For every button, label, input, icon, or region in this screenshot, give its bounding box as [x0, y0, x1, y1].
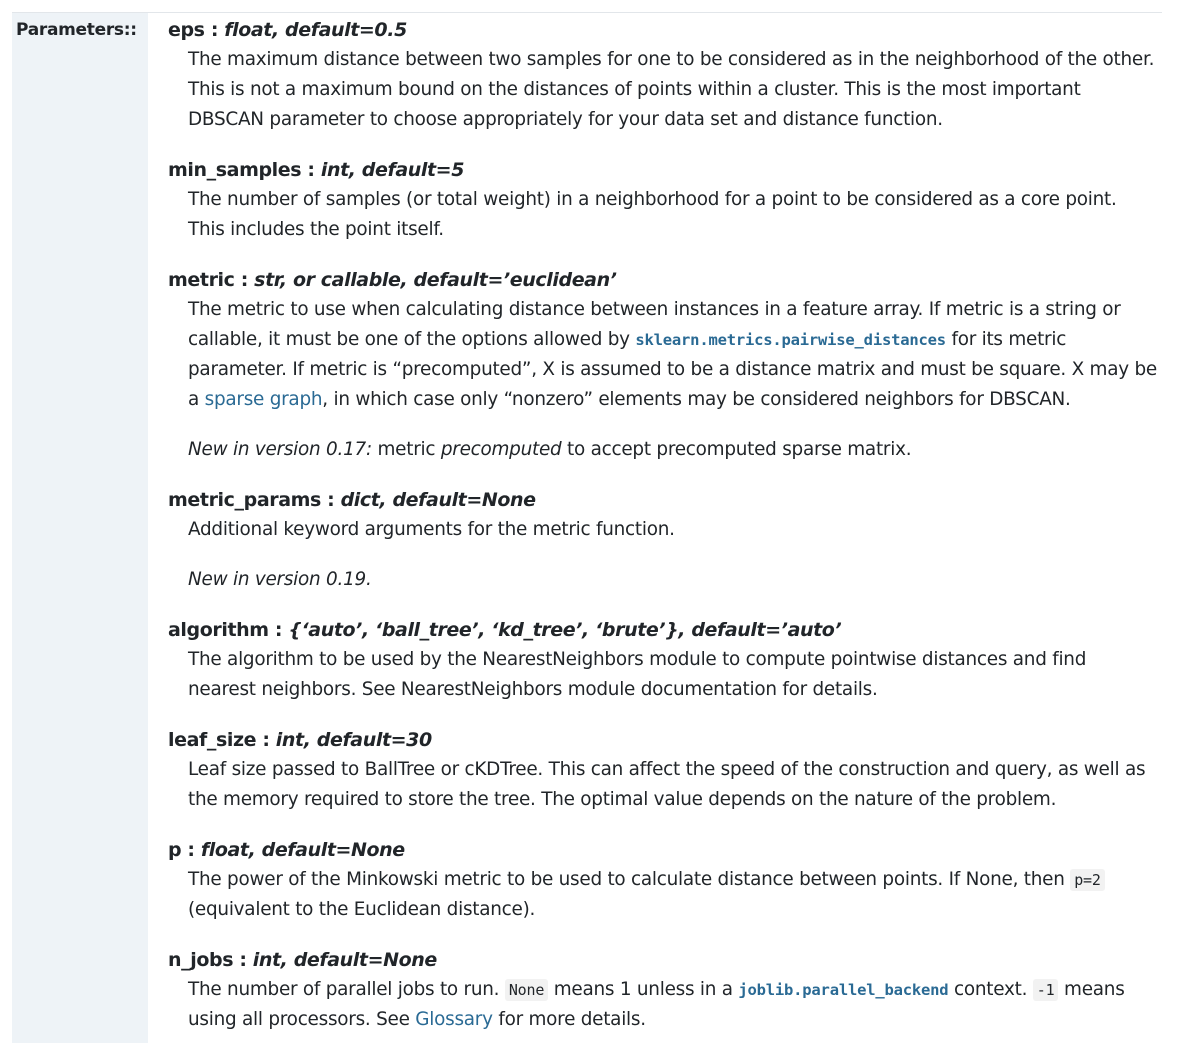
param-name: metric — [168, 269, 235, 291]
param-type: float, default=0.5 — [224, 19, 407, 41]
param-separator: : — [301, 159, 321, 181]
param-type: int, default=None — [252, 949, 437, 971]
param-type: int, default=5 — [320, 159, 465, 181]
field-name-column — [12, 13, 148, 1043]
text-run: The power of the Minkowski metric to be used to calculate distance between points. If None, then — [188, 869, 1071, 890]
param-separator: : — [204, 19, 225, 41]
param-description-text: The number of samples (or total weight) in a neighborhood for a point to be considered as a core point. This includes the point itself. — [188, 189, 1117, 240]
param-p — [168, 835, 1158, 925]
glossary-link[interactable]: Glossary — [415, 1009, 493, 1030]
param-algorithm-header — [168, 615, 1158, 645]
param-n-jobs-header — [168, 945, 1158, 975]
param-description-text — [188, 295, 1158, 415]
param-separator: : — [181, 839, 201, 861]
param-description-text: The maximum distance between two samples for one to be considered as in the neighborhood of the other. This is not a maximum bound on the distances of points within a cluster. This is the most important DBSCAN parameter to choose appropriately for your data set and distance function. — [188, 49, 1155, 130]
param-description-text: Additional keyword arguments for the metric function. — [188, 519, 675, 540]
text-run: for more details. — [492, 1009, 646, 1030]
text-run: for its metric parameter. If metric is “precomputed”, X is assumed to be a distance matrix and must be square. X may be a — [188, 329, 1157, 410]
param-description-text — [188, 865, 1158, 925]
text-run: context. — [948, 979, 1033, 1000]
inline-code: -1 — [1033, 979, 1059, 1001]
param-eps-description — [188, 45, 1158, 135]
param-type: dict, default=None — [340, 489, 536, 511]
text-run: The metric to use when calculating distance between instances in a feature array. If metric is a string or callable, it must be one of the options allowed by — [188, 299, 1121, 350]
param-description-text: The algorithm to be used by the NearestNeighbors module to compute pointwise distances and find nearest neighbors. See NearestNeighbors module documentation for details. — [188, 649, 1087, 700]
param-type: float, default=None — [200, 839, 405, 861]
version-added-note — [188, 435, 1158, 465]
param-separator: : — [320, 489, 341, 511]
param-leaf-size-description — [188, 755, 1158, 815]
top-divider — [12, 12, 1162, 13]
param-leaf-size — [168, 725, 1158, 815]
text-run: (equivalent to the Euclidean distance). — [188, 899, 536, 920]
param-metric-params-description — [188, 515, 1158, 595]
param-name: min_samples — [168, 159, 302, 181]
inline-code: None — [505, 979, 548, 1001]
param-algorithm-description — [188, 645, 1158, 705]
text-run: , in which case only “nonzero” elements may be considered neighbors for DBSCAN. — [322, 389, 1071, 410]
param-type: {‘auto’, ‘ball_tree’, ‘kd_tree’, ‘brute’}, default=’auto’ — [288, 619, 842, 641]
param-eps-header — [168, 15, 1158, 45]
param-separator: : — [234, 269, 255, 291]
param-metric-description — [188, 295, 1158, 465]
param-name: algorithm — [168, 619, 269, 641]
param-p-header — [168, 835, 1158, 865]
param-leaf-size-header — [168, 725, 1158, 755]
param-name: metric_params — [168, 489, 321, 511]
param-name: eps — [168, 19, 205, 41]
text-run: means 1 unless in a — [548, 979, 739, 1000]
param-n-jobs — [168, 945, 1158, 1035]
inline-code: p=2 — [1070, 869, 1105, 891]
param-metric-header — [168, 265, 1158, 295]
param-name: n_jobs — [168, 949, 234, 971]
text-run: metric — [371, 439, 441, 460]
param-type: str, or callable, default=’euclidean’ — [254, 269, 617, 291]
pairwise-distances-link[interactable]: sklearn.metrics.pairwise_distances — [635, 331, 946, 349]
param-name: leaf_size — [168, 729, 257, 751]
text-run: means using all processors. See — [188, 979, 1125, 1030]
param-separator: : — [256, 729, 276, 751]
text-run: The number of parallel jobs to run. — [188, 979, 505, 1000]
parallel-backend-link[interactable]: joblib.parallel_backend — [738, 981, 949, 999]
param-min-samples — [168, 155, 1158, 245]
parameters-label: Parameters:: — [16, 20, 137, 40]
param-name: p — [168, 839, 182, 861]
param-min-samples-header — [168, 155, 1158, 185]
param-p-description — [188, 865, 1158, 925]
param-separator: : — [268, 619, 289, 641]
param-min-samples-description — [188, 185, 1158, 245]
sparse-graph-link[interactable]: sparse graph — [204, 389, 323, 410]
version-label: New in version 0.17: — [188, 439, 372, 460]
param-description-text: Leaf size passed to BallTree or cKDTree. This can affect the speed of the construction and query, as well as the memory required to store the tree. The optimal value depends on the nature of the problem. — [188, 759, 1146, 810]
param-eps — [168, 15, 1158, 135]
param-separator: : — [233, 949, 253, 971]
param-n-jobs-description — [188, 975, 1158, 1035]
param-description-text — [188, 975, 1158, 1035]
param-metric — [168, 265, 1158, 465]
param-type: int, default=30 — [275, 729, 432, 751]
text-run: to accept precomputed sparse matrix. — [561, 439, 912, 460]
param-algorithm — [168, 615, 1158, 705]
param-metric-params-header — [168, 485, 1158, 515]
param-metric-params — [168, 485, 1158, 595]
version-added-note: New in version 0.19. — [188, 569, 372, 590]
parameter-list — [168, 15, 1158, 1035]
emphasis-text: precomputed — [440, 439, 562, 460]
